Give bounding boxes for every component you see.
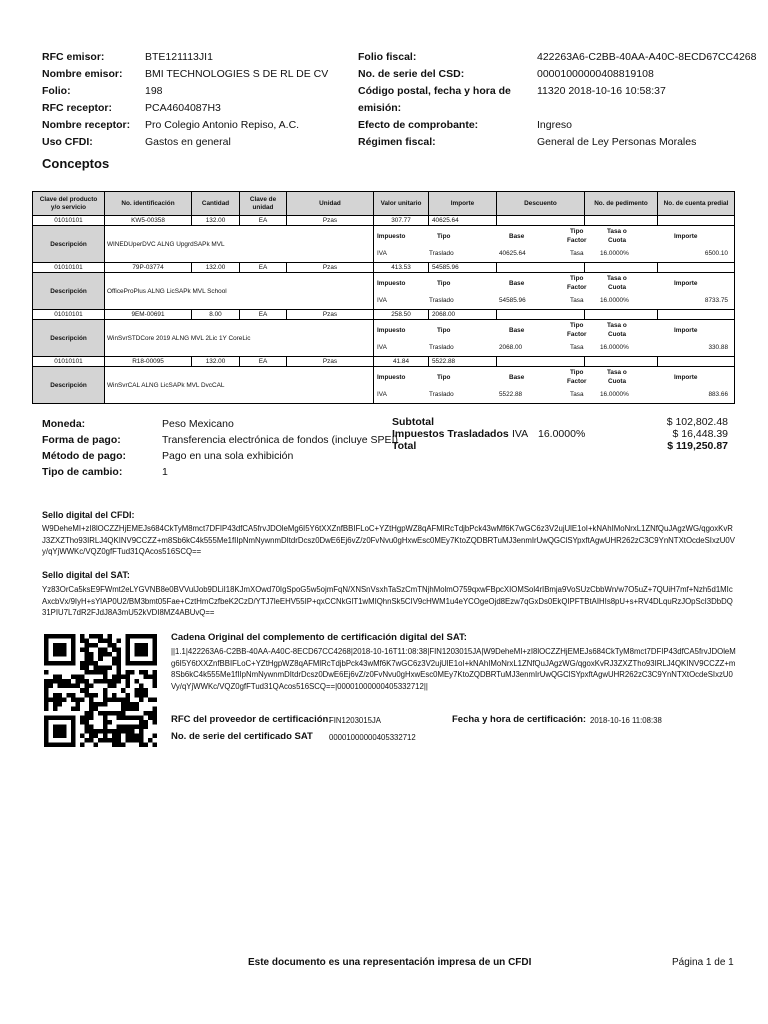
cell-empty [585, 263, 658, 273]
sello-sat-title: Sello digital del SAT: [42, 570, 130, 580]
tax-tasa: 16.0000% [600, 250, 629, 257]
cell-unidad: Pzas [287, 216, 374, 226]
sello-sat-text: Yz83OrCa5ksE9FWmt2eLYGVNB8e0BVVulJob9DLiI18KJmXOwd70IgSpoG5w5ojmFqN/XNSnVsxhTaSzCmTNjhMolmO759qxwFBpcXIOMSol4rIBmja9VoSUzCbbWn/w7O5uZ+7QUiH7mf+Nzh5d1MIcAxcbVx/9IyH+sYlAP0U2/BM3bmt05Fae+CztHmCzfbeK2CzD/YTJ7leEHV55IP+qxCCNkGlT1wMIQhnSk5CIV9cHWM1u4eYCOgeOjd8Ezw7qGxDs0EkQIPFTBtAIHIs8pU+s+RV4DLquRzJOpScI3DbDQ31PIU7L7dR2FJdJ8A3mU52kVDI8MZ4ABUvQ== [42, 585, 733, 617]
tax-impuesto: IVA [377, 391, 387, 398]
tax-header-tasa-2: Cuota [608, 237, 627, 244]
tax-base: 54585.96 [499, 297, 526, 304]
serie-sat-value: 00001000000405332712 [329, 733, 416, 742]
payment-value: Peso Mexicano [162, 418, 234, 430]
header-left-rows [42, 49, 362, 151]
header-left-row [42, 49, 362, 66]
payment-label: Forma de pago: [42, 434, 121, 446]
column-header: Descuento [497, 192, 585, 216]
cell-empty [658, 263, 735, 273]
total-label: Total [392, 440, 417, 452]
payment-row [42, 464, 382, 480]
tax-factor: Tasa [570, 297, 584, 304]
tax-header-importe: Importe [674, 327, 698, 334]
tax-header-tasa-1: Tasa o [607, 322, 627, 329]
tax-header-base: Base [509, 280, 525, 287]
subtotal-label: Subtotal [392, 416, 434, 428]
cell-empty [585, 357, 658, 367]
cell-id: 79P-03774 [105, 263, 192, 273]
table-row [33, 263, 735, 273]
column-header: No. de pedimento [585, 192, 658, 216]
description-row [33, 367, 735, 404]
tax-header-impuesto: Impuesto [377, 233, 406, 240]
description-label: Descripción [33, 226, 105, 263]
cp-value: 11320 2018-10-16 10:58:37 [537, 85, 666, 97]
cell-importe: 5522.88 [429, 357, 497, 367]
header-left-label: Folio: [42, 85, 71, 97]
header-left-label: Uso CFDI: [42, 136, 93, 148]
cell-empty [658, 310, 735, 320]
efecto-label: Efecto de comprobante: [358, 119, 479, 131]
cell-unidad_clave: EA [240, 263, 287, 273]
tax-impuesto: IVA [377, 344, 387, 351]
payment-value: Transferencia electrónica de fondos (incluye SPEI) [162, 434, 398, 446]
cell-importe: 54585.96 [429, 263, 497, 273]
tax-header-factor-1: Tipo [570, 369, 584, 376]
description-row [33, 226, 735, 263]
tax-grid [374, 273, 734, 309]
header-left-value: PCA4604087H3 [145, 102, 221, 114]
cell-cantidad: 8.00 [192, 310, 240, 320]
tax-header-impuesto: Impuesto [377, 280, 406, 287]
folio-fiscal-value: 422263A6-C2BB-40AA-A40C-8ECD67CC4268 [537, 51, 757, 63]
payment-row [42, 448, 382, 464]
description-text: WinSvrCAL ALNG LicSAPk MVL DvcCAL [105, 367, 374, 404]
tax-header-factor-1: Tipo [570, 275, 584, 282]
regimen-label: Régimen fiscal: [358, 136, 436, 148]
payment-label: Tipo de cambio: [42, 466, 123, 478]
cell-unidad: Pzas [287, 310, 374, 320]
serie-sat-label: No. de serie del certificado SAT [171, 731, 313, 742]
tax-header-importe: Importe [674, 233, 698, 240]
tax-tipo: Traslado [429, 391, 454, 398]
tax-impuesto: IVA [377, 250, 387, 257]
impuestos-value: $ 16,448.39 [672, 428, 728, 440]
description-row [33, 320, 735, 357]
payment-value: 1 [162, 466, 168, 478]
tax-importe: 6500.10 [704, 250, 728, 257]
header-left-value: BMI TECHNOLOGIES S DE RL DE CV [145, 68, 329, 80]
tax-importe: 883.66 [708, 391, 728, 398]
conceptos-title: Conceptos [42, 156, 110, 171]
cell-unidad_clave: EA [240, 216, 287, 226]
cell-clave: 01010101 [33, 357, 105, 367]
tax-tasa: 16.0000% [600, 344, 629, 351]
table-row [33, 357, 735, 367]
rfc-proveedor-label: RFC del proveedor de certificación: [171, 714, 332, 725]
cell-empty [497, 216, 585, 226]
tax-tasa: 16.0000% [600, 297, 629, 304]
tax-header-tipo: Tipo [437, 233, 451, 240]
description-label: Descripción [33, 320, 105, 357]
sello-cfdi-text: W9DeheMI+zI8lOCZZHjEMEJs684CkTyM8mct7DFIP43dfCA5frvJDOleMg6I5Y6tXXZnfBBIFLoC+YZtHgpWZ8qAFMlRcTdjbPck43wMf6K7wGC6z3V2ujUlE1oI+kNAhIMoNrxL1ZNfQuJAgzWG/qgoxKvRJ3ZXZTho93IRLJ4QKINV9CCZZ+m8Sb6kC4k555Me1fIIpNmNywnmDItdrDcsz0DwE6Ej6vZ/z0FvNvu0gHxwEsc0MEy7KtoZQDBRTuMJ3enmIrUwQGClSYpxftAgwUHR262zC3C9YnNTXtOcdeSIxzU0Vy/qYjWWKc/VQZ0gfFTud31QAcos516SCQ== [42, 524, 735, 556]
tax-header-importe: Importe [674, 374, 698, 381]
tax-tasa: 16.0000% [600, 391, 629, 398]
tax-importe: 330.88 [708, 344, 728, 351]
tax-tipo: Traslado [429, 250, 454, 257]
cell-valor: 413.53 [374, 263, 429, 273]
cadena-title: Cadena Original del complemento de certificación digital del SAT: [171, 632, 467, 643]
tax-impuesto: IVA [377, 297, 387, 304]
header-left-label: Nombre receptor: [42, 119, 131, 131]
header-left-value: Gastos en general [145, 136, 231, 148]
tax-header-factor-2: Factor [567, 284, 587, 291]
tax-header-factor-1: Tipo [570, 322, 584, 329]
serie-csd-label: No. de serie del CSD: [358, 68, 465, 80]
header-left-value: BTE121113JI1 [145, 51, 213, 63]
column-header: Unidad [287, 192, 374, 216]
tax-tipo: Traslado [429, 297, 454, 304]
description-label: Descripción [33, 273, 105, 310]
description-text: OfficeProPlus ALNG LicSAPk MVL School [105, 273, 374, 310]
page-number: Página 1 de 1 [672, 957, 734, 968]
cell-cantidad: 132.00 [192, 357, 240, 367]
payment-label: Método de pago: [42, 450, 126, 462]
cell-importe: 2068.00 [429, 310, 497, 320]
efecto-value: Ingreso [537, 119, 573, 131]
impuestos-label: Impuestos Trasladados [392, 428, 509, 440]
impuestos-tipo: IVA [512, 428, 529, 440]
fecha-cert-label: Fecha y hora de certificación: [452, 714, 587, 725]
header-left-value: 198 [145, 85, 163, 97]
cell-cantidad: 132.00 [192, 216, 240, 226]
tax-grid [374, 226, 734, 262]
tax-header-factor-2: Factor [567, 331, 587, 338]
cell-valor: 41.84 [374, 357, 429, 367]
tax-header-factor-1: Tipo [570, 228, 584, 235]
tax-header-tasa-2: Cuota [608, 378, 627, 385]
description-text: WINEDUperDVC ALNG UpgrdSAPk MVL [105, 226, 374, 263]
table-row [33, 310, 735, 320]
rfc-proveedor-value: FIN1203015JA [329, 716, 382, 725]
tax-header-base: Base [509, 327, 525, 334]
header-left-row [42, 83, 362, 100]
fecha-cert-value: 2018-10-16 11:08:38 [590, 716, 662, 725]
cell-empty [658, 216, 735, 226]
table-header-row [33, 192, 735, 216]
tax-header-impuesto: Impuesto [377, 374, 406, 381]
header-left-label: RFC emisor: [42, 51, 105, 63]
tax-grid [374, 367, 734, 403]
payment-row [42, 416, 382, 432]
totals [392, 416, 728, 452]
cell-empty [497, 357, 585, 367]
cell-empty [658, 357, 735, 367]
description-label: Descripción [33, 367, 105, 404]
cell-empty [497, 310, 585, 320]
sello-cfdi-title: Sello digital del CFDI: [42, 510, 135, 520]
tax-factor: Tasa [570, 250, 584, 257]
cell-unidad_clave: EA [240, 357, 287, 367]
tax-header-base: Base [509, 233, 525, 240]
tax-tipo: Traslado [429, 344, 454, 351]
cell-id: KW5-00358 [105, 216, 192, 226]
items-table [32, 191, 735, 404]
tax-header-tasa-2: Cuota [608, 331, 627, 338]
cell-valor: 258.50 [374, 310, 429, 320]
table-row [33, 216, 735, 226]
tax-header-tipo: Tipo [437, 280, 451, 287]
tax-header-tasa-1: Tasa o [607, 228, 627, 235]
header-left [42, 49, 362, 151]
column-header: Cantidad [192, 192, 240, 216]
tax-factor: Tasa [570, 344, 584, 351]
tax-cell [374, 367, 735, 404]
cell-empty [585, 310, 658, 320]
serie-csd-value: 00001000000408819108 [537, 68, 654, 80]
header-left-value: Pro Colegio Antonio Repiso, A.C. [145, 119, 300, 131]
tax-header-tasa-1: Tasa o [607, 275, 627, 282]
payment-value: Pago en una sola exhibición [162, 450, 294, 462]
cell-cantidad: 132.00 [192, 263, 240, 273]
description-row [33, 273, 735, 310]
cp-label-1: Código postal, fecha y hora de [358, 85, 511, 97]
cp-label-2: emisión: [358, 102, 402, 114]
cell-importe: 40625.64 [429, 216, 497, 226]
cadena-text: ||1.1|422263A6-C2BB-40AA-A40C-8ECD67CC4268|2018-10-16T11:08:38|FIN1203015JA|W9DeheMI+zI8lOCZZHjEMEJs684CkTyM8mct7DFIP43dfCA5frvJDOleMg6I5Y6tXXZnfBBIFLoC+YZtHgpWZ8qAFMlRcTdjbPck43wMf6K7wGC6z3V2ujUlE1oI+kNAhIMoNrxL1ZNfQuJAgzWG/qgoxKvRJ3ZXZTho93IRLJ4QKINV9CCZZ+m8Sb6kC4k555Me1fIIpNmNywnmDItdrDcsz0DwE6Ej6vZ/z0FvNvu0gHxwEsc0MEy7KtoZQDBRTuMJ3enmIrUwQGClSYpxftAgwUHR262zC3C9YnNTXtOcdeSIxzU0Vy/qYjWWKc/VQZ0gfFTud31QAcos516SCQ==|00001000000405332712|| [171, 647, 736, 691]
header-left-row [42, 66, 362, 83]
column-header: Valor unitario [374, 192, 429, 216]
tax-base: 2068.00 [499, 344, 523, 351]
tax-header-tipo: Tipo [437, 327, 451, 334]
tax-base: 40625.64 [499, 250, 526, 257]
regimen-value: General de Ley Personas Morales [537, 136, 697, 148]
tax-cell [374, 320, 735, 357]
header-left-label: RFC receptor: [42, 102, 113, 114]
cell-empty [497, 263, 585, 273]
header-right [358, 49, 758, 151]
tax-header-factor-2: Factor [567, 378, 587, 385]
column-header: Importe [429, 192, 497, 216]
cell-clave: 01010101 [33, 310, 105, 320]
folio-fiscal-label: Folio fiscal: [358, 51, 417, 63]
tax-grid [374, 320, 734, 356]
total-value: $ 119,250.87 [667, 440, 728, 452]
tax-header-tipo: Tipo [437, 374, 451, 381]
cell-id: 9EM-00691 [105, 310, 192, 320]
qr-code-icon [44, 634, 157, 747]
cell-unidad_clave: EA [240, 310, 287, 320]
header-left-row [42, 100, 362, 117]
tax-base: 5522.88 [499, 391, 523, 398]
payment-row [42, 432, 398, 448]
subtotal-value: $ 102,802.48 [666, 416, 728, 428]
cell-clave: 01010101 [33, 263, 105, 273]
cell-unidad: Pzas [287, 263, 374, 273]
tax-cell [374, 226, 735, 263]
tax-header-impuesto: Impuesto [377, 327, 406, 334]
tax-header-tasa-1: Tasa o [607, 369, 627, 376]
tax-header-factor-2: Factor [567, 237, 587, 244]
column-header: Clave del producto y/o servicio [33, 192, 105, 216]
tax-header-importe: Importe [674, 280, 698, 287]
footer-note: Este documento es una representación impresa de un CFDI [248, 957, 532, 968]
cell-unidad: Pzas [287, 357, 374, 367]
cell-clave: 01010101 [33, 216, 105, 226]
tax-header-base: Base [509, 374, 525, 381]
tax-header-tasa-2: Cuota [608, 284, 627, 291]
description-text: WinSvrSTDCore 2019 ALNG MVL 2Lic 1Y CoreLic [105, 320, 374, 357]
payment-info [42, 416, 398, 480]
header-left-label: Nombre emisor: [42, 68, 123, 80]
tax-importe: 8733.75 [704, 297, 728, 304]
column-header: Clave de unidad [240, 192, 287, 216]
tax-cell [374, 273, 735, 310]
column-header: No. de cuenta predial [658, 192, 735, 216]
header-left-row [42, 117, 362, 134]
cell-id: R18-00095 [105, 357, 192, 367]
column-header: No. identificación [105, 192, 192, 216]
impuestos-tasa: 16.0000% [538, 428, 586, 440]
header-left-row [42, 134, 362, 151]
tax-factor: Tasa [570, 391, 584, 398]
cell-valor: 307.77 [374, 216, 429, 226]
payment-label: Moneda: [42, 418, 86, 430]
cell-empty [585, 216, 658, 226]
